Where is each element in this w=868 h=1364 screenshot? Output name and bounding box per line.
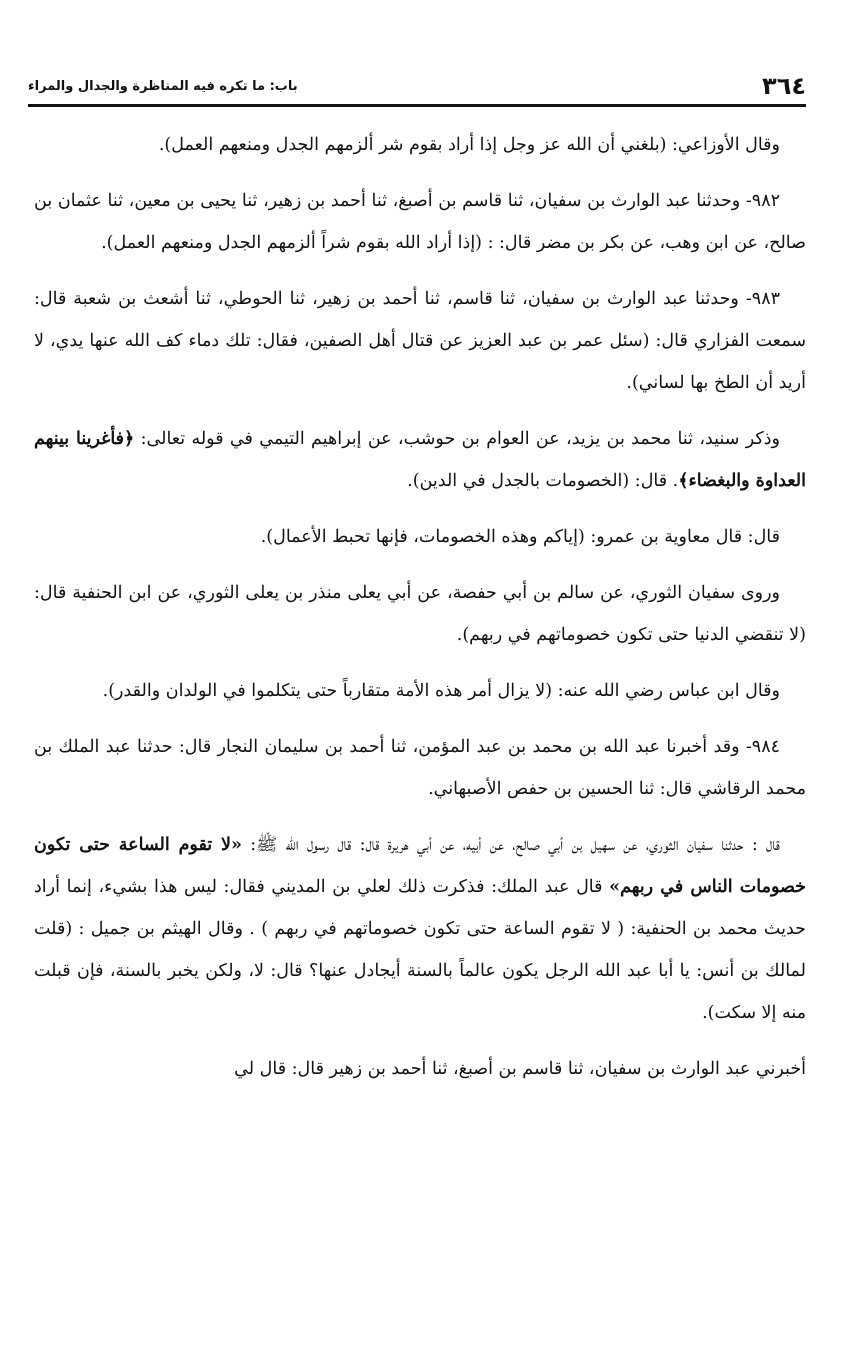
paragraph-text: ٩٨٣- وحدثنا عبد الوارث بن سفيان، ثنا قاسم، ثنا أحمد بن زهير، ثنا الحوطي، ثنا أشعث بن شعبة قال: سمعت الفزاري قال: (سئل عمر بن عبد العزيز عن قتال أهل الصفين، فقال: تلك دماء كف الله عنها يدي، لا أريد أن الطخ بها لساني).: [34, 289, 806, 393]
paragraph-awzai-quote: [34, 124, 806, 166]
paragraph-hadith-983: [34, 278, 806, 404]
paragraph-text: قال : حدثنا سفيان الثوري، عن سهيل بن أبي صالح، عن أبيه، عن أبي هريرة قال: قال رسول الله ﷺ:: [241, 835, 780, 855]
main-text: [34, 124, 806, 1104]
paragraph-text: وقال الأوزاعي: (بلغني أن الله عز وجل إذا أراد بقوم شر ألزمهم الجدل ومنعهم العمل).: [158, 135, 780, 155]
paragraph-prophet-hadith: [34, 824, 806, 1034]
hadith-quote: «لا تقوم الساعة حتى تكون خصومات الناس في ربهم»: [34, 835, 806, 897]
paragraph-sunaid-quran: [34, 418, 806, 502]
paragraph-ibn-abbas: [34, 670, 806, 712]
paragraph-text: وقال ابن عباس رضي الله عنه: (لا يزال أمر هذه الأمة متقارباً حتى يتكلموا في الولدان والقدر).: [102, 681, 780, 701]
chapter-title: باب: ما تكره فيه المناظرة والجدال والمراء: [28, 79, 298, 94]
paragraph-text: ٩٨٢- وحدثنا عبد الوارث بن سفيان، ثنا قاسم بن أصبغ، ثنا أحمد بن زهير، ثنا يحيى بن معين، ثنا عثمان بن صالح، عن ابن وهب، عن بكر بن مضر قال: : (إذا أراد الله بقوم شراً ألزمهم الجدل ومنعهم العمل).: [34, 191, 806, 253]
paragraph-text: قال عبد الملك: فذكرت ذلك لعلي بن المديني فقال: ليس هذا بشيء، إنما أراد حديث محمد بن الحنفية: ( لا تقوم الساعة حتى تكون خصوماتهم في ربهم ) . وقال الهيثم بن جميل : (قلت لمالك بن أنس: يا أبا عبد الله الرجل يكون عالماً بالسنة أيجادل عنها؟ قال: لا، ولكن يخبر بالسنة، فإن قبلت منه إلا سكت).: [34, 877, 806, 1023]
paragraph-text: قال: قال معاوية بن عمرو: (إياكم وهذه الخصومات، فإنها تحبط الأعمال).: [260, 527, 780, 547]
paragraph-sufyan: [34, 572, 806, 656]
paragraph-muawiya: [34, 516, 806, 558]
paragraph-text: ٩٨٤- وقد أخبرنا عبد الله بن محمد بن عبد المؤمن، ثنا أحمد بن سليمان النجار قال: حدثنا عبد الملك بن محمد الرقاشي قال: ثنا الحسين بن حفص الأصبهاني.: [34, 737, 806, 799]
paragraph-final: [34, 1048, 806, 1090]
paragraph-text: أخبرني عبد الوارث بن سفيان، ثنا قاسم بن أصبغ، ثنا أحمد بن زهير قال: قال لي: [234, 1059, 806, 1079]
paragraph-hadith-984: [34, 726, 806, 810]
paragraph-hadith-982: [34, 180, 806, 264]
paragraph-text: وذكر سنيد، ثنا محمد بن يزيد، عن العوام بن حوشب، عن إبراهيم التيمي في قوله تعالى:: [134, 429, 780, 449]
paragraph-text: . قال: (الخصومات بالجدل في الدين).: [407, 471, 679, 491]
quran-verse: ﴿فأغرينا بينهم العداوة والبغضاء﴾: [34, 429, 806, 491]
page-number: ٣٦٤: [762, 72, 806, 100]
paragraph-text: وروى سفيان الثوري، عن سالم بن أبي حفصة، عن أبي يعلى منذر بن يعلى الثوري، عن ابن الحنفية قال: (لا تنقضي الدنيا حتى تكون خصوماتهم في ربهم).: [34, 583, 806, 645]
running-header: [28, 70, 806, 107]
